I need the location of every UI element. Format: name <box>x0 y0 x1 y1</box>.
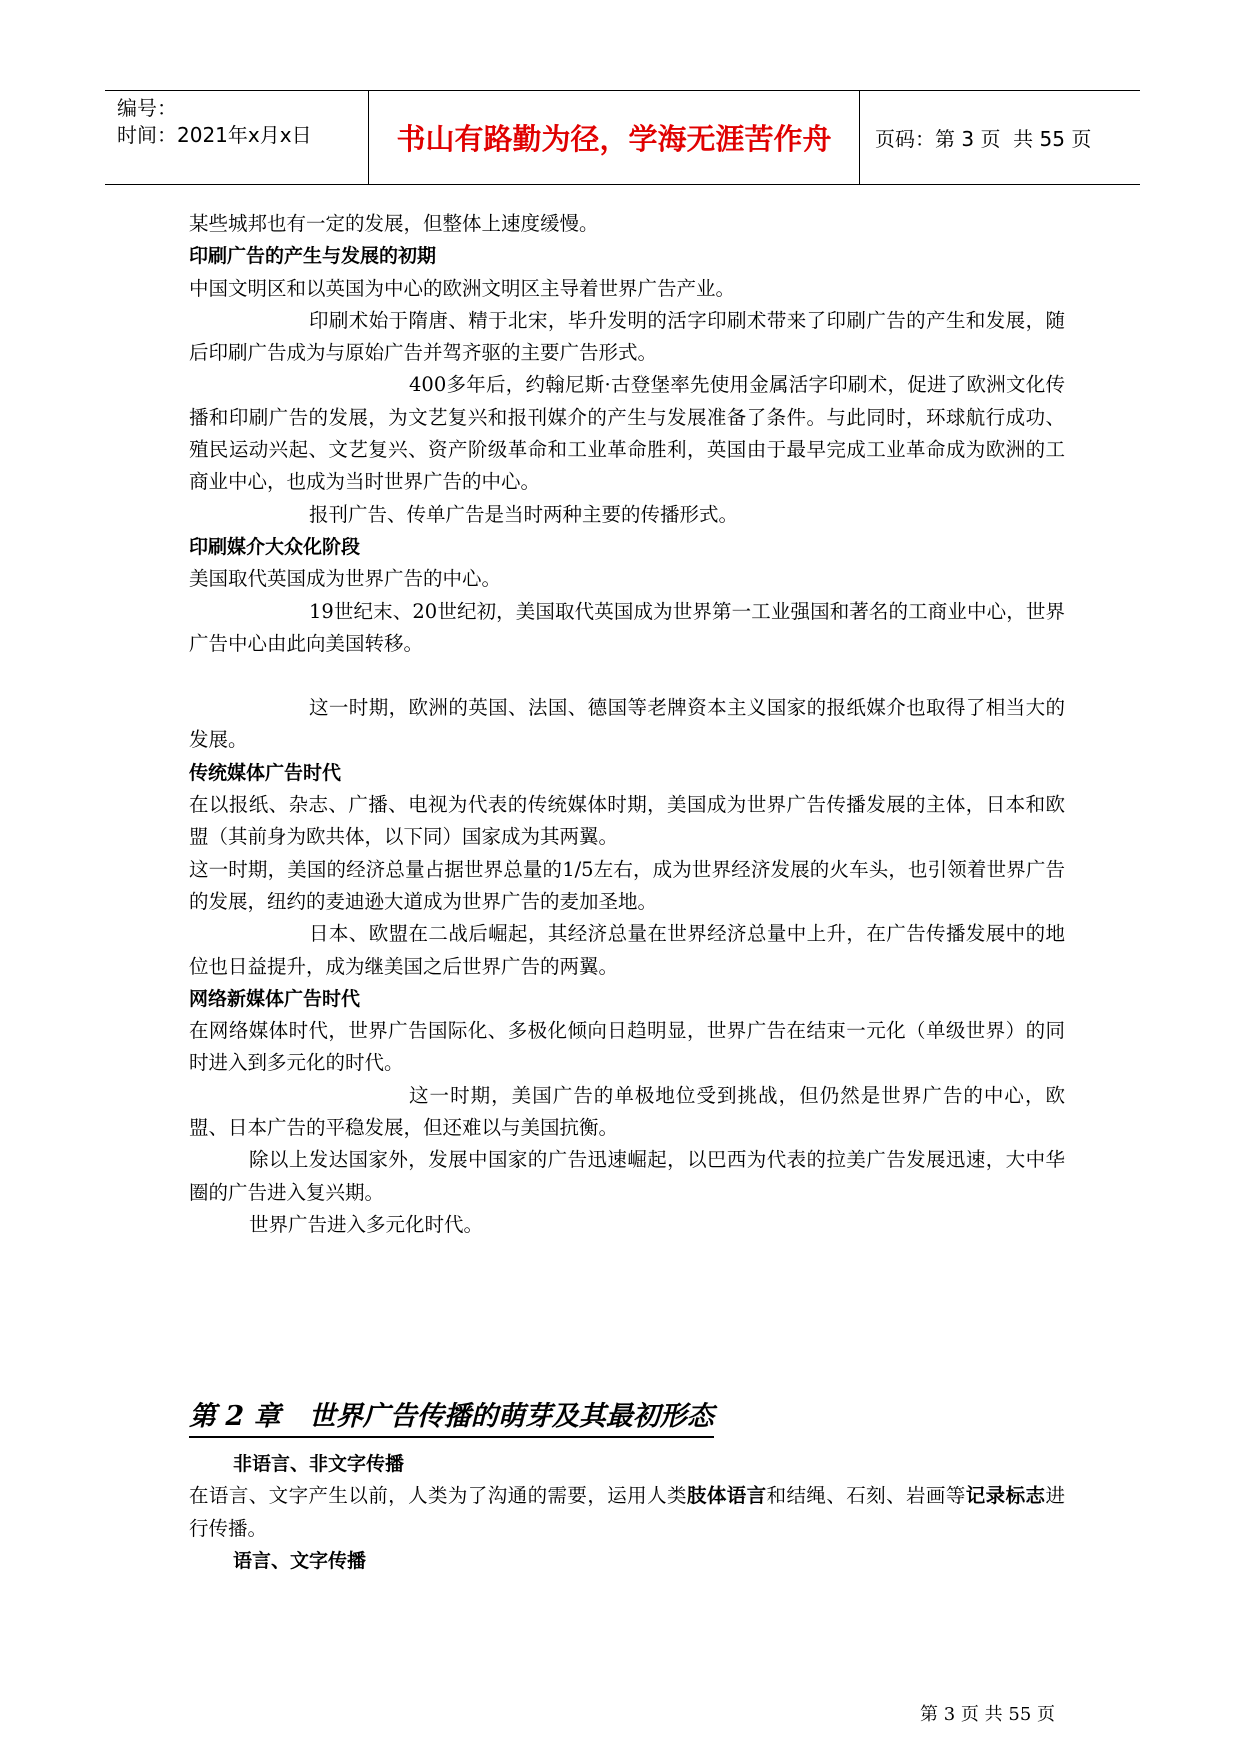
paragraph: 除以上发达国家外，发展中国家的广告迅速崛起，以巴西为代表的拉美广告发展迅速，大中华圈的广告进入复兴期。 <box>189 1148 1065 1204</box>
chapter-body <box>189 1448 1065 1577</box>
body-text <box>189 208 1065 1241</box>
paragraph: 某些城邦也有一定的发展，但整体上速度缓慢。 <box>189 212 599 235</box>
paragraph: 400多年后，约翰尼斯·古登堡率先使用金属活字印刷术，促进了欧洲文化传播和印刷广告的发展，为文艺复兴和报刊媒介的产生与发展准备了条件。与此同时，环球航行成功、殖民运动兴起、文艺复兴、资产阶级革命和工业革命胜利，英国由于最早完成工业革命成为欧洲的工商业中心，也成为当时世界广告的中心。 <box>189 373 1065 494</box>
paragraph: 世界广告进入多元化时代。 <box>249 1212 484 1236</box>
section-heading: 传统媒体广告时代 <box>189 761 342 784</box>
paragraph: 在语言、文字产生以前，人类为了沟通的需要，运用人类肢体语言和结绳、石刻、岩画等记录标志进行传播。 <box>189 1484 1065 1540</box>
paragraph: 中国文明区和以英国为中心的欧洲文明区主导着世界广告产业。 <box>189 276 736 300</box>
paragraph: 这一时期，美国广告的单极地位受到挑战，但仍然是世界广告的中心，欧盟、日本广告的平稳发展，但还难以与美国抗衡。 <box>189 1083 1065 1140</box>
paragraph: 在网络媒体时代，世界广告国际化、多极化倾向日趋明显，世界广告在结束一元化（单级世界）的同时进入到多元化的时代。 <box>189 1019 1065 1075</box>
paragraph: 美国取代英国成为世界广告的中心。 <box>189 567 502 591</box>
page-header <box>105 90 1140 185</box>
paragraph: 报刊广告、传单广告是当时两种主要的传播形式。 <box>309 502 739 526</box>
header-page-info: 页码：第 3 页 共 55 页 <box>875 127 1092 151</box>
paragraph: 这一时期，美国的经济总量占据世界总量的1/5左右，成为世界经济发展的火车头，也引领着世界广告的发展，纽约的麦迪逊大道成为世界广告的麦加圣地。 <box>189 857 1065 913</box>
paragraph: 印刷术始于隋唐、精于北宋，毕升发明的活字印刷术带来了印刷广告的产生和发展，随后印刷广告成为与原始广告并驾齐驱的主要广告形式。 <box>189 308 1065 365</box>
paragraph: 这一时期，欧洲的英国、法国、德国等老牌资本主义国家的报纸媒介也取得了相当大的发展。 <box>189 696 1065 752</box>
subsection-heading: 非语言、非文字传播 <box>233 1453 405 1475</box>
time-label: 时间：2021年x月x日 <box>117 123 312 147</box>
section-heading: 印刷广告的产生与发展的初期 <box>189 245 437 268</box>
chapter-title: 第 2 章 世界广告传播的萌芽及其最初形态 <box>189 1394 714 1438</box>
paragraph: 19世纪末、20世纪初，美国取代英国成为世界第一工业强国和著名的工商业中心，世界广告中心由此向美国转移。 <box>189 599 1065 655</box>
bold-term: 记录标志 <box>965 1484 1046 1508</box>
paragraph: 在以报纸、杂志、广播、电视为代表的传统媒体时期，美国成为世界广告传播发展的主体，日本和欧盟（其前身为欧共体，以下同）国家成为其两翼。 <box>189 793 1065 849</box>
header-meta <box>117 95 362 180</box>
paragraph: 日本、欧盟在二战后崛起，其经济总量在世界经济总量中上升，在广告传播发展中的地位也日益提升，成为继美国之后世界广告的两翼。 <box>189 922 1065 978</box>
header-divider <box>859 91 860 184</box>
section-heading: 印刷媒介大众化阶段 <box>189 535 361 558</box>
page-footer: 第 3 页 共 55 页 <box>920 1704 1055 1725</box>
section-heading: 网络新媒体广告时代 <box>189 987 361 1010</box>
subsection-heading: 语言、文字传播 <box>233 1549 367 1572</box>
serial-label: 编号： <box>117 96 177 120</box>
bold-term: 肢体语言 <box>686 1484 767 1508</box>
header-motto: 书山有路勤为径，学海无涯苦作舟 <box>396 122 832 156</box>
